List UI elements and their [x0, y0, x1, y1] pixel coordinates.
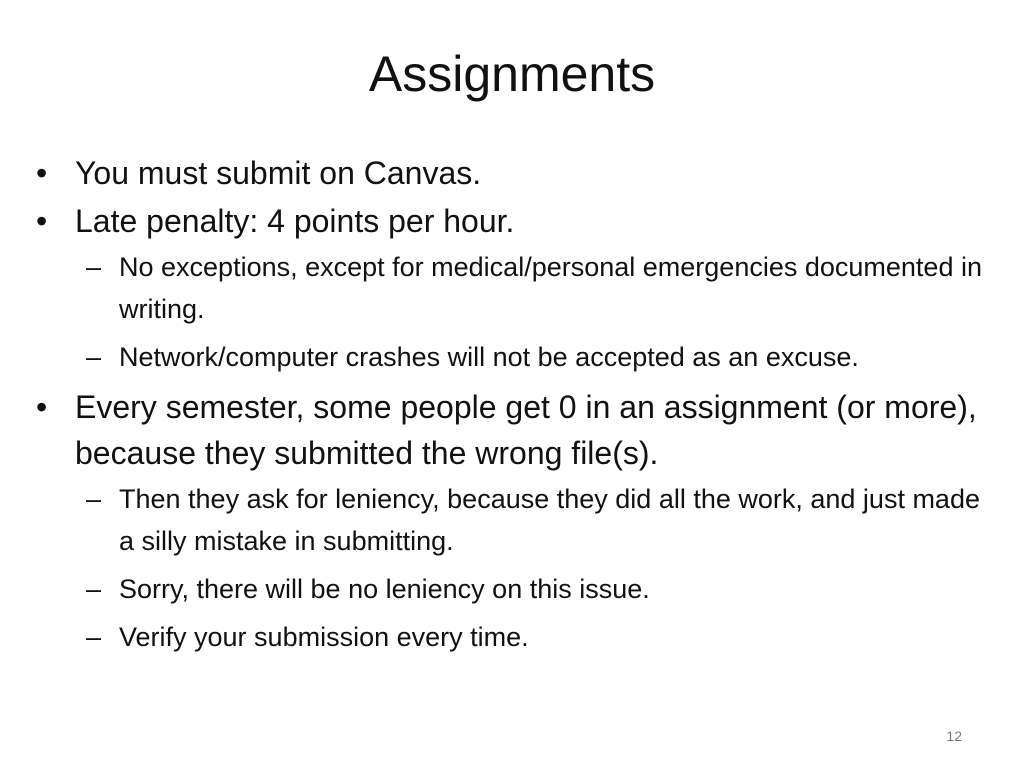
bullet-item	[34, 150, 984, 196]
sub-bullet-text: Network/computer crashes will not be accepted as an excuse.	[119, 342, 859, 372]
bullet-text: You must submit on Canvas.	[75, 155, 482, 191]
bullet-item	[34, 384, 984, 476]
bullet-icon: •	[36, 203, 48, 239]
dash-icon: –	[86, 484, 102, 514]
sub-bullet-text: Verify your submission every time.	[119, 622, 529, 652]
sub-bullet-item	[34, 568, 984, 610]
bullet-item	[34, 198, 984, 244]
sub-bullet-text: No exceptions, except for medical/personal emergencies documented in writing.	[119, 252, 982, 324]
sub-bullet-item	[34, 336, 984, 378]
bullet-icon: •	[36, 155, 48, 191]
dash-icon: –	[86, 252, 102, 282]
sub-bullet-item	[34, 478, 984, 562]
sub-bullet-text: Then they ask for leniency, because they did all the work, and just made a silly mistake in submitting.	[119, 484, 980, 556]
bullet-text: Late penalty: 4 points per hour.	[75, 203, 515, 239]
slide-number: 12	[946, 728, 962, 744]
bullet-icon: •	[36, 389, 48, 425]
slide-content	[34, 150, 984, 664]
dash-icon: –	[86, 574, 102, 604]
sub-bullet-item	[34, 616, 984, 658]
dash-icon: –	[86, 342, 102, 372]
dash-icon: –	[86, 622, 102, 652]
sub-bullet-item	[34, 246, 984, 330]
bullet-text: Every semester, some people get 0 in an assignment (or more), because they submitted the wrong file(s).	[75, 389, 977, 471]
slide-title: Assignments	[368, 46, 656, 102]
sub-bullet-text: Sorry, there will be no leniency on this issue.	[119, 574, 650, 604]
